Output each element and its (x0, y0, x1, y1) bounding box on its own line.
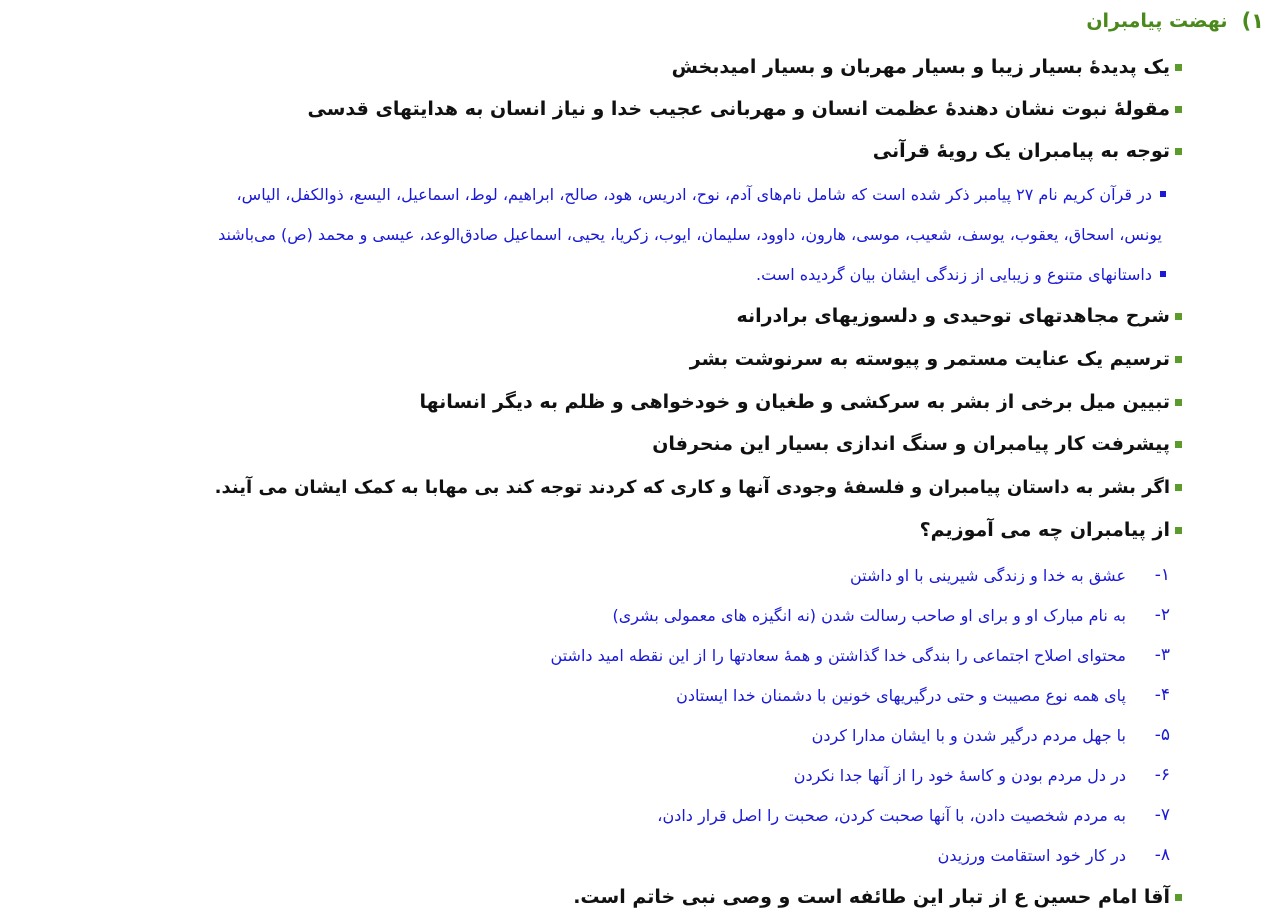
square-bullet-icon (1175, 148, 1182, 155)
list-item (0, 338, 1280, 380)
sub-bullet-text: در قرآن کریم نام ۲۷ پیامبر ذکر شده است که شامل نام‌های آدم، نوح، ادریس، هود، صالح، ابراهیم، لوط، اسماعیل، الیسع، ذوالکفل، الیاس، (236, 184, 1152, 204)
numbered-item (0, 595, 1280, 635)
list-item (0, 88, 1280, 130)
item-number: ۷- (1154, 805, 1170, 825)
small-square-bullet-icon (1160, 191, 1166, 197)
item-number: ۳- (1154, 645, 1170, 665)
square-bullet-icon (1175, 441, 1182, 448)
item-text: در دل مردم بودن و کاسهٔ خود را از آنها جدا نکردن (793, 765, 1126, 785)
numbered-item (0, 795, 1280, 835)
bullet-text: آقا امام حسین ع از تبار این طائفه است و وصی نبی خاتم است. (573, 886, 1170, 908)
list-item (0, 466, 1280, 508)
item-text: به نام مبارک او و برای او صاحب رسالت شدن (نه انگیزه های معمولی بشری) (612, 605, 1126, 625)
sub-list-item (0, 254, 1280, 294)
square-bullet-icon (1175, 527, 1182, 534)
bullet-text: از پیامبران چه می آموزیم؟ (919, 519, 1170, 541)
bullet-text: اگر بشر به داستان پیامبران و فلسفهٔ وجودی آنها و کاری که کردند توجه کند بی مهابا به کمک ایشان می آیند. (214, 476, 1170, 498)
square-bullet-icon (1175, 356, 1182, 363)
item-text: عشق به خدا و زندگی شیرینی با او داشتن (849, 565, 1126, 585)
list-item (0, 423, 1280, 465)
sub-list-item (0, 174, 1280, 214)
bullet-text: یک پدیدهٔ بسیار زیبا و بسیار مهربان و بسیار امیدبخش (671, 56, 1170, 78)
bullet-text: شرح مجاهدتهای توحیدی و دلسوزیهای برادرانه (736, 305, 1170, 327)
square-bullet-icon (1175, 64, 1182, 71)
heading-title: نهضت پیامبران (1086, 10, 1228, 32)
item-text: پای همه نوع مصیبت و حتی درگیریهای خونین با دشمنان خدا ایستادن (676, 685, 1126, 705)
sub-list-continuation (0, 214, 1280, 254)
numbered-item (0, 635, 1280, 675)
list-item (0, 509, 1280, 551)
list-item (0, 130, 1280, 172)
item-number: ۱- (1154, 565, 1170, 585)
numbered-item (0, 755, 1280, 795)
numbered-item (0, 835, 1280, 875)
numbered-item (0, 675, 1280, 715)
small-square-bullet-icon (1160, 271, 1166, 277)
bullet-text: ترسیم یک عنایت مستمر و پیوسته به سرنوشت بشر (689, 348, 1170, 370)
item-number: ۸- (1154, 845, 1170, 865)
item-number: ۵- (1154, 725, 1170, 745)
bullet-text: مقولهٔ نبوت نشان دهندهٔ عظمت انسان و مهربانی عجیب خدا و نیاز انسان به هدایتهای قدسی (307, 98, 1170, 120)
bullet-text: پیشرفت کار پیامبران و سنگ اندازی بسیار این منحرفان (652, 433, 1170, 455)
square-bullet-icon (1175, 313, 1182, 320)
sub-bullet-text: یونس، اسحاق، یعقوب، یوسف، شعیب، موسی، هارون، داوود، سلیمان، ایوب، زکریا، یحیی، اسماعیل صادق‌الوعد، عیسی و محمد (ص) می‌باشند (218, 224, 1162, 244)
numbered-item (0, 555, 1280, 595)
square-bullet-icon (1175, 399, 1182, 406)
list-item (0, 46, 1280, 88)
square-bullet-icon (1175, 106, 1182, 113)
item-number: ۴- (1154, 685, 1170, 705)
list-item (0, 876, 1280, 918)
heading-number: ۱) (1241, 9, 1264, 33)
item-text: در کار خود استقامت ورزیدن (937, 845, 1126, 865)
numbered-item (0, 715, 1280, 755)
item-text: با جهل مردم درگیر شدن و با ایشان مدارا کردن (811, 725, 1126, 745)
item-text: به مردم شخصیت دادن، با آنها صحبت کردن، صحبت را اصل قرار دادن، (657, 805, 1126, 825)
item-text: محتوای اصلاح اجتماعی را بندگی خدا گذاشتن و همهٔ سعادتها را از این نقطه امید داشتن (550, 645, 1126, 665)
bullet-text: توجه به پیامبران یک رویهٔ قرآنی (872, 140, 1170, 162)
sub-bullet-text: داستانهای متنوع و زیبایی از زندگی ایشان بیان گردیده است. (756, 264, 1152, 284)
section-heading (1086, 6, 1264, 36)
bullet-text: تبیین میل برخی از بشر به سرکشی و طغیان و خودخواهی و ظلم به دیگر انسانها (419, 391, 1170, 413)
item-number: ۲- (1154, 605, 1170, 625)
item-number: ۶- (1154, 765, 1170, 785)
list-item (0, 295, 1280, 337)
square-bullet-icon (1175, 894, 1182, 901)
list-item (0, 381, 1280, 423)
square-bullet-icon (1175, 484, 1182, 491)
